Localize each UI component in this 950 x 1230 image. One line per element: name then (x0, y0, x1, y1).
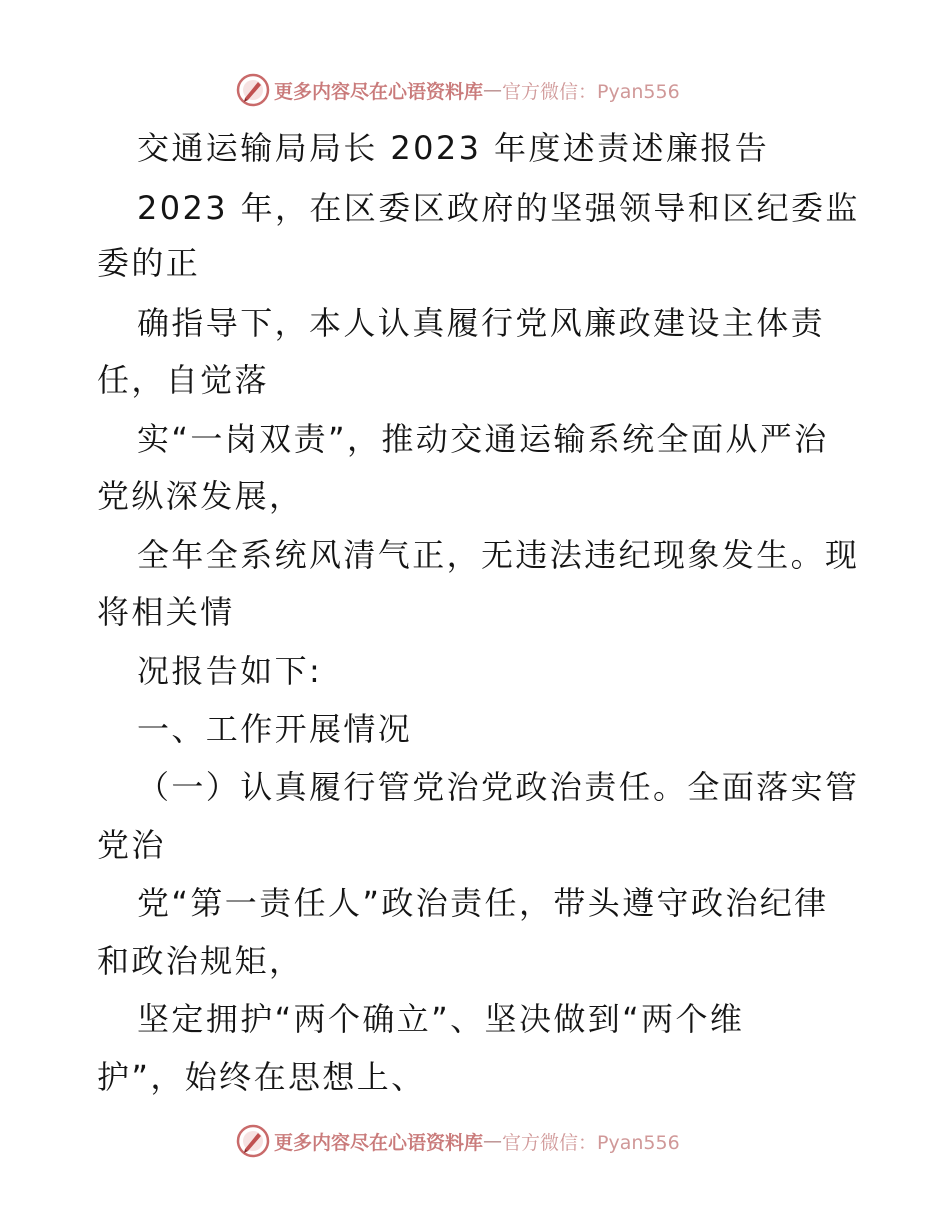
document-title: 交通运输局局长 2023 年度述责述廉报告 (137, 129, 770, 167)
pen-logo-icon (236, 73, 270, 107)
body-line: 和政治规矩， (97, 942, 304, 980)
pen-logo-icon (236, 1124, 270, 1158)
watermark-main-text: 更多内容尽在心语资料库 (274, 80, 484, 103)
watermark-wechat-text: 官方微信：Pyan556 (502, 1131, 680, 1154)
footer-watermark (236, 1124, 680, 1158)
body-line: 护”，始终在思想上、 (97, 1058, 426, 1096)
body-line: 确指导下，本人认真履行党风廉政建设主体责 (137, 304, 826, 342)
watermark-separator: — (483, 1130, 503, 1152)
watermark-separator: — (483, 79, 503, 101)
body-line: 2023 年，在区委区政府的坚强领导和区纪委监 (137, 189, 860, 227)
body-line: 将相关情 (97, 593, 235, 631)
body-line: 坚定拥护“两个确立”、坚决做到“两个维 (137, 1000, 745, 1038)
section-heading: 一、工作开展情况 (137, 710, 413, 748)
watermark-wechat-text: 官方微信：Pyan556 (502, 80, 680, 103)
body-line: 党治 (97, 826, 166, 864)
header-watermark (236, 73, 680, 107)
subsection-heading: （一）认真履行管党治党政治责任。全面落实管 (137, 768, 860, 806)
watermark-main-text: 更多内容尽在心语资料库 (274, 1131, 484, 1154)
body-line: 委的正 (97, 244, 201, 282)
body-line: 全年全系统风清气正，无违法违纪现象发生。现 (137, 536, 860, 574)
body-line: 党“第一责任人”政治责任，带头遵守政治纪律 (137, 884, 829, 922)
body-line: 实“一岗双责”，推动交通运输系统全面从严治 (137, 420, 829, 458)
body-line: 党纵深发展， (97, 477, 304, 515)
body-line: 况报告如下: (137, 652, 323, 690)
body-line: 任，自觉落 (97, 361, 270, 399)
